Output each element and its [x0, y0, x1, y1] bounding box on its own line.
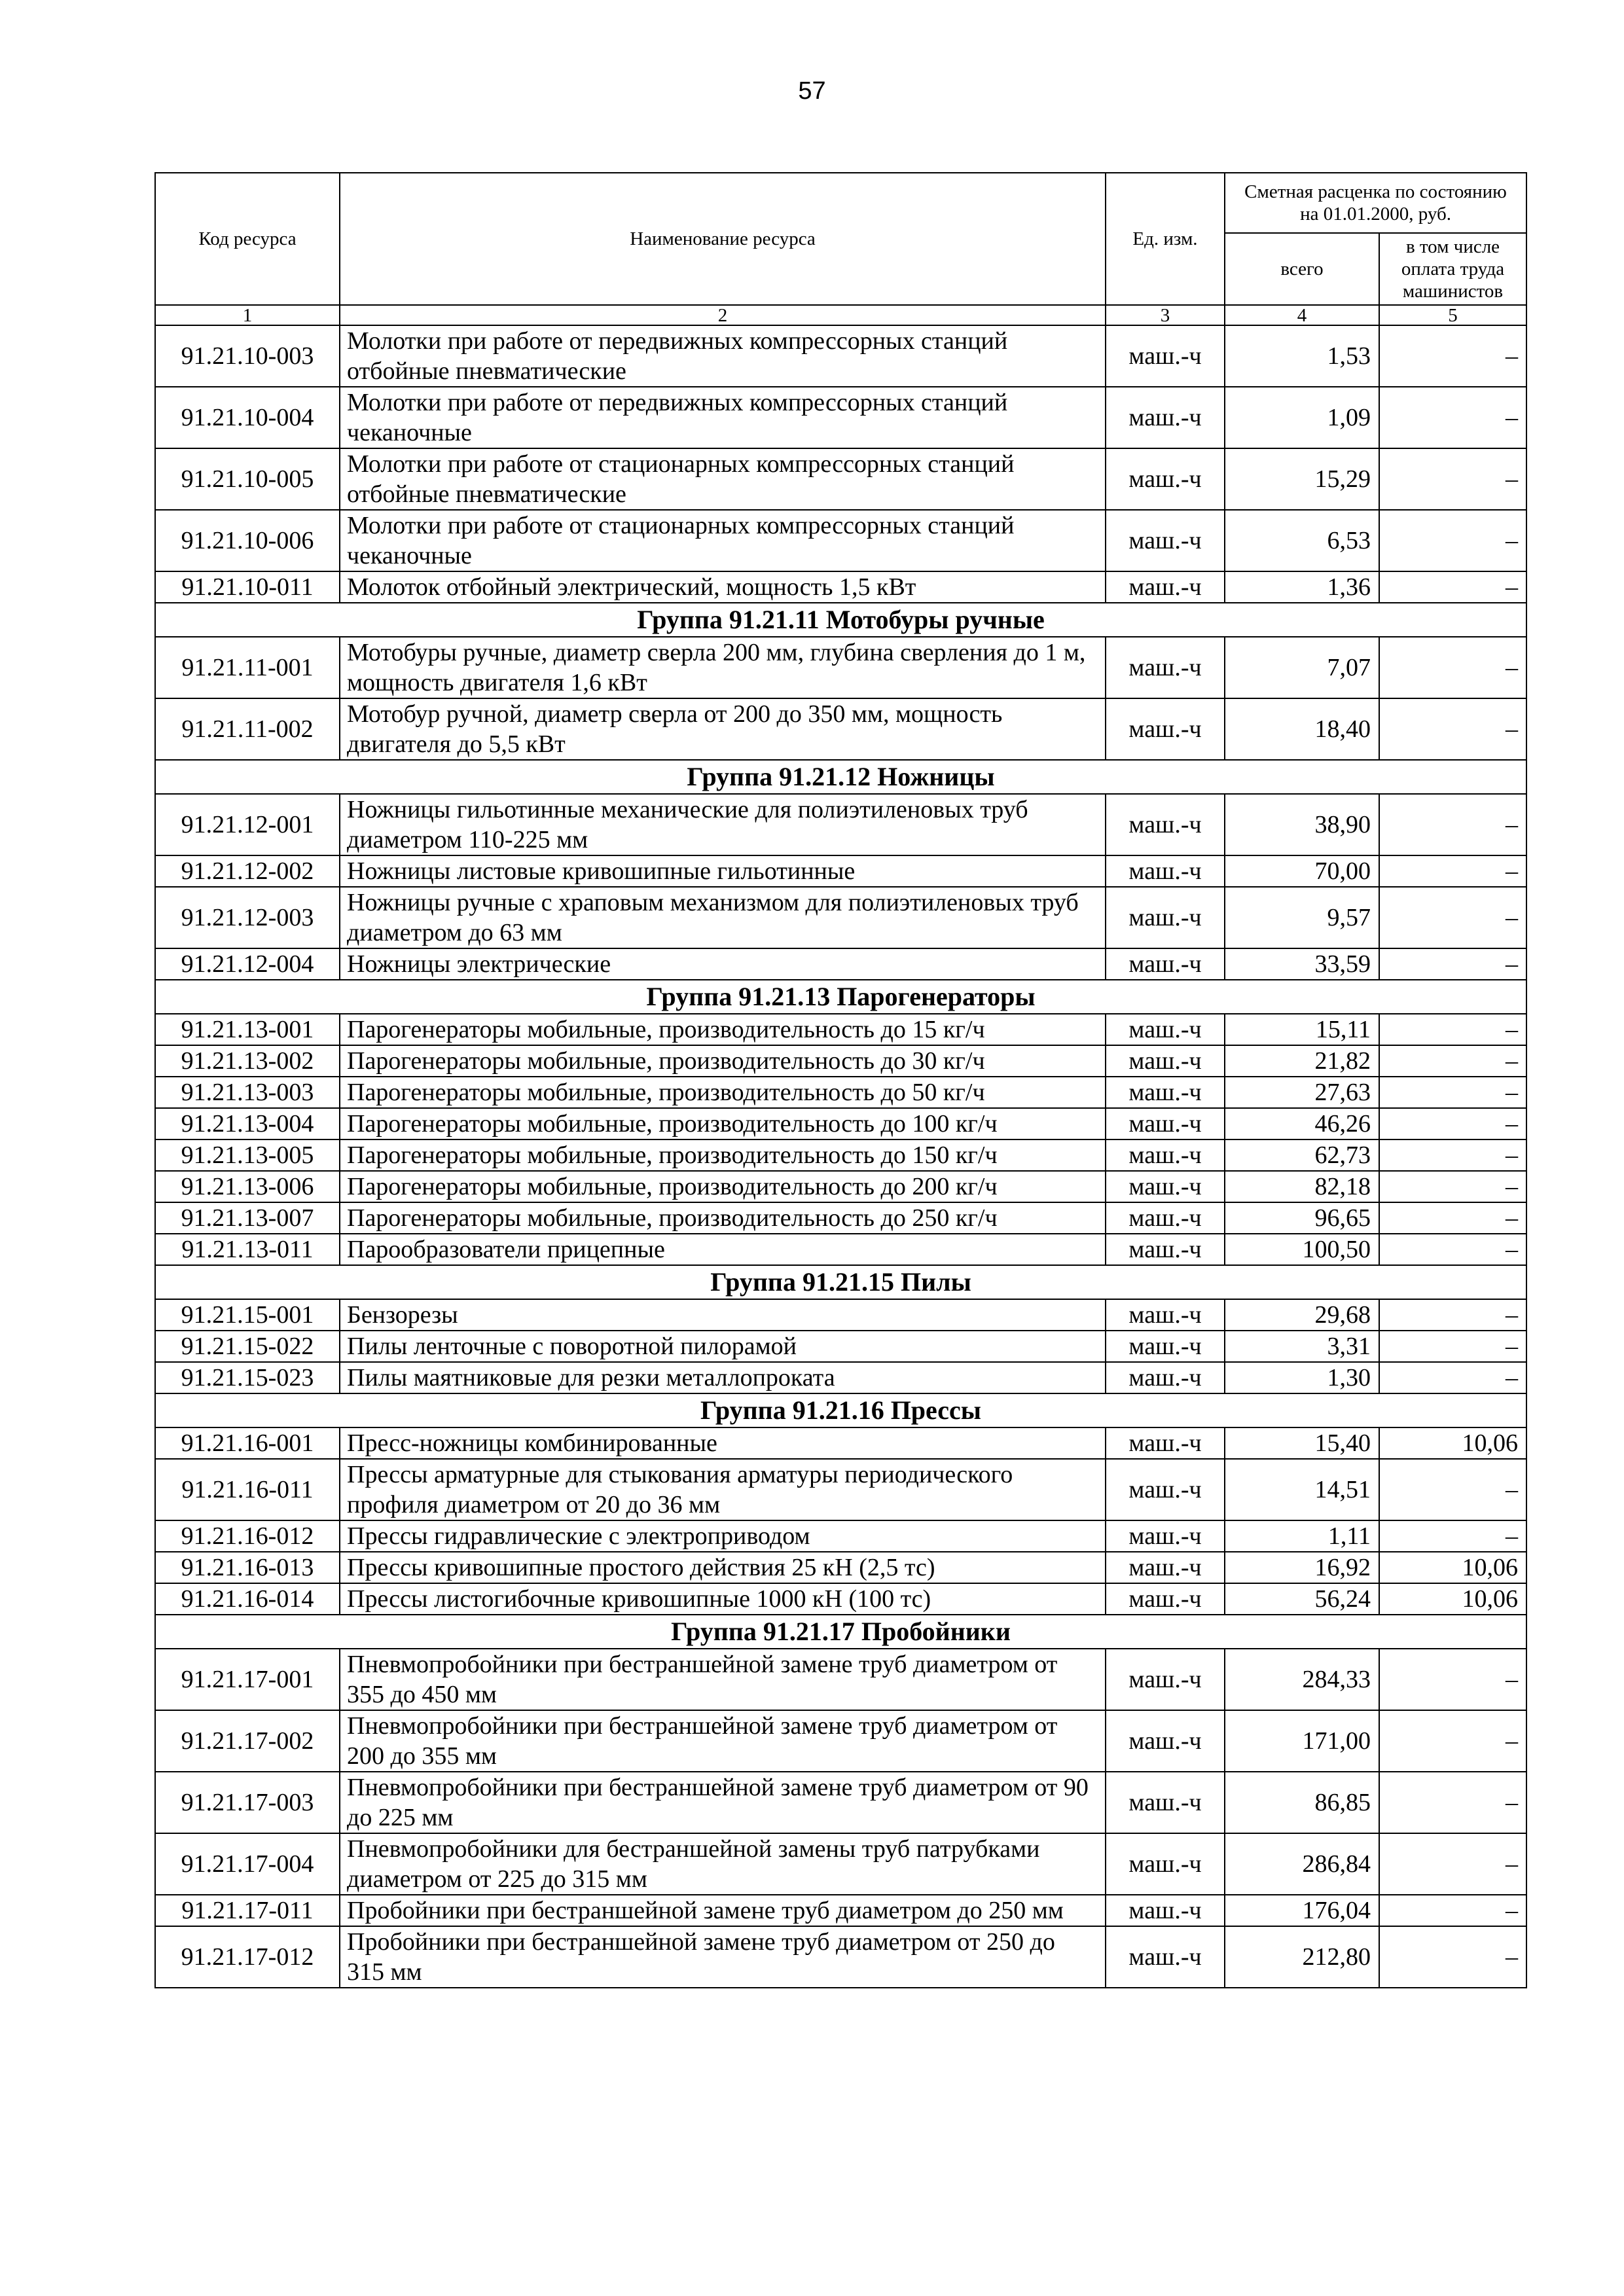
resource-name: Парообразователи прицепные: [340, 1234, 1106, 1265]
resource-code: 91.21.13-007: [155, 1202, 340, 1234]
price-operator-wage: –: [1379, 571, 1526, 603]
unit-of-measure: маш.-ч: [1106, 1833, 1225, 1895]
price-operator-wage: –: [1379, 1459, 1526, 1520]
group-title: Группа 91.21.17 Пробойники: [155, 1615, 1526, 1649]
resource-code: 91.21.13-002: [155, 1045, 340, 1077]
price-total: 100,50: [1225, 1234, 1379, 1265]
unit-of-measure: маш.-ч: [1106, 510, 1225, 571]
resource-code: 91.21.12-002: [155, 855, 340, 887]
price-operator-wage: –: [1379, 855, 1526, 887]
table-row: [155, 1649, 1526, 1710]
resource-code: 91.21.13-005: [155, 1139, 340, 1171]
header-code: Код ресурса: [155, 173, 340, 305]
resource-name: Пневмопробойники при бестраншейной замене труб диаметром от 355 до 450 мм: [340, 1649, 1106, 1710]
price-operator-wage: –: [1379, 1772, 1526, 1833]
unit-of-measure: маш.-ч: [1106, 1710, 1225, 1772]
resource-code: 91.21.15-022: [155, 1331, 340, 1362]
price-total: 212,80: [1225, 1926, 1379, 1988]
column-number: 3: [1106, 305, 1225, 325]
unit-of-measure: маш.-ч: [1106, 325, 1225, 387]
table-row: [155, 1045, 1526, 1077]
unit-of-measure: маш.-ч: [1106, 448, 1225, 510]
table-row: [155, 1171, 1526, 1202]
price-operator-wage: –: [1379, 1108, 1526, 1139]
price-total: 1,53: [1225, 325, 1379, 387]
unit-of-measure: маш.-ч: [1106, 637, 1225, 698]
resource-name: Пневмопробойники при бестраншейной замене труб диаметром от 200 до 355 мм: [340, 1710, 1106, 1772]
resource-name: Парогенераторы мобильные, производительность до 250 кг/ч: [340, 1202, 1106, 1234]
unit-of-measure: маш.-ч: [1106, 1427, 1225, 1459]
unit-of-measure: маш.-ч: [1106, 1649, 1225, 1710]
price-total: 15,29: [1225, 448, 1379, 510]
resource-code: 91.21.13-003: [155, 1077, 340, 1108]
resource-code: 91.21.10-003: [155, 325, 340, 387]
column-number: 1: [155, 305, 340, 325]
price-total: 1,11: [1225, 1520, 1379, 1552]
resource-name: Ножницы электрические: [340, 948, 1106, 980]
resource-name: Молотки при работе от передвижных компрессорных станций отбойные пневматические: [340, 325, 1106, 387]
resource-name: Парогенераторы мобильные, производительность до 50 кг/ч: [340, 1077, 1106, 1108]
unit-of-measure: маш.-ч: [1106, 1139, 1225, 1171]
resource-code: 91.21.13-001: [155, 1014, 340, 1045]
table-row: [155, 1710, 1526, 1772]
resource-code: 91.21.10-004: [155, 387, 340, 448]
table-row: [155, 448, 1526, 510]
price-operator-wage: 10,06: [1379, 1427, 1526, 1459]
price-total: 6,53: [1225, 510, 1379, 571]
table-row: [155, 1077, 1526, 1108]
group-header-row: [155, 1265, 1526, 1299]
unit-of-measure: маш.-ч: [1106, 698, 1225, 760]
resource-name: Прессы арматурные для стыкования арматуры периодического профиля диаметром от 20 до 36 мм: [340, 1459, 1106, 1520]
table-row: [155, 510, 1526, 571]
resource-name: Прессы гидравлические с электроприводом: [340, 1520, 1106, 1552]
resource-code: 91.21.10-011: [155, 571, 340, 603]
price-total: 176,04: [1225, 1895, 1379, 1926]
resource-code: 91.21.17-001: [155, 1649, 340, 1710]
resource-code: 91.21.13-011: [155, 1234, 340, 1265]
resource-code: 91.21.13-006: [155, 1171, 340, 1202]
resource-name: Ножницы гильотинные механические для полиэтиленовых труб диаметром 110-225 мм: [340, 794, 1106, 855]
table-row: [155, 1552, 1526, 1583]
price-operator-wage: –: [1379, 387, 1526, 448]
group-title: Группа 91.21.12 Ножницы: [155, 760, 1526, 794]
resource-name: Молотки при работе от передвижных компрессорных станций чеканочные: [340, 387, 1106, 448]
group-title: Группа 91.21.15 Пилы: [155, 1265, 1526, 1299]
price-total: 33,59: [1225, 948, 1379, 980]
group-header-row: [155, 1615, 1526, 1649]
table-row: [155, 1427, 1526, 1459]
price-operator-wage: –: [1379, 448, 1526, 510]
resource-name: Ножницы ручные с храповым механизмом для полиэтиленовых труб диаметром до 63 мм: [340, 887, 1106, 948]
price-total: 284,33: [1225, 1649, 1379, 1710]
resource-code: 91.21.12-001: [155, 794, 340, 855]
price-total: 1,30: [1225, 1362, 1379, 1393]
unit-of-measure: маш.-ч: [1106, 855, 1225, 887]
price-operator-wage: –: [1379, 887, 1526, 948]
resource-name: Мотобур ручной, диаметр сверла от 200 до 350 мм, мощность двигателя до 5,5 кВт: [340, 698, 1106, 760]
price-operator-wage: 10,06: [1379, 1583, 1526, 1615]
resource-name: Пневмопробойники для бестраншейной замены труб патрубками диаметром от 225 до 315 мм: [340, 1833, 1106, 1895]
table-row: [155, 698, 1526, 760]
resource-code: 91.21.12-004: [155, 948, 340, 980]
table-row: [155, 1139, 1526, 1171]
page-number: 57: [798, 77, 826, 105]
unit-of-measure: маш.-ч: [1106, 794, 1225, 855]
unit-of-measure: маш.-ч: [1106, 387, 1225, 448]
resource-code: 91.21.17-003: [155, 1772, 340, 1833]
resource-code: 91.21.16-012: [155, 1520, 340, 1552]
resource-name: Пилы ленточные с поворотной пилорамой: [340, 1331, 1106, 1362]
price-operator-wage: –: [1379, 1234, 1526, 1265]
table-row: [155, 1459, 1526, 1520]
price-total: 38,90: [1225, 794, 1379, 855]
table-row: [155, 1331, 1526, 1362]
price-total: 15,11: [1225, 1014, 1379, 1045]
price-operator-wage: –: [1379, 325, 1526, 387]
resource-name: Пробойники при бестраншейной замене труб диаметром от 250 до 315 мм: [340, 1926, 1106, 1988]
table-row: [155, 1234, 1526, 1265]
price-operator-wage: –: [1379, 794, 1526, 855]
resource-name: Прессы листогибочные кривошипные 1000 кН (100 тс): [340, 1583, 1106, 1615]
unit-of-measure: маш.-ч: [1106, 1234, 1225, 1265]
price-operator-wage: –: [1379, 1331, 1526, 1362]
price-total: 82,18: [1225, 1171, 1379, 1202]
table-row: [155, 1833, 1526, 1895]
resource-code: 91.21.16-011: [155, 1459, 340, 1520]
price-total: 9,57: [1225, 887, 1379, 948]
unit-of-measure: маш.-ч: [1106, 1552, 1225, 1583]
unit-of-measure: маш.-ч: [1106, 1331, 1225, 1362]
price-operator-wage: –: [1379, 1710, 1526, 1772]
table-row: [155, 855, 1526, 887]
column-number: 5: [1379, 305, 1526, 325]
group-title: Группа 91.21.11 Мотобуры ручные: [155, 603, 1526, 637]
resource-code: 91.21.12-003: [155, 887, 340, 948]
price-total: 96,65: [1225, 1202, 1379, 1234]
price-operator-wage: –: [1379, 1202, 1526, 1234]
column-number: 2: [340, 305, 1106, 325]
unit-of-measure: маш.-ч: [1106, 1583, 1225, 1615]
table-row: [155, 637, 1526, 698]
price-total: 21,82: [1225, 1045, 1379, 1077]
price-operator-wage: –: [1379, 1926, 1526, 1988]
price-operator-wage: –: [1379, 1139, 1526, 1171]
price-operator-wage: 10,06: [1379, 1552, 1526, 1583]
header-total: всего: [1225, 233, 1379, 305]
table-row: [155, 887, 1526, 948]
group-title: Группа 91.21.13 Парогенераторы: [155, 980, 1526, 1014]
table-row: [155, 387, 1526, 448]
resource-code: 91.21.15-001: [155, 1299, 340, 1331]
unit-of-measure: маш.-ч: [1106, 887, 1225, 948]
price-total: 46,26: [1225, 1108, 1379, 1139]
price-total: 3,31: [1225, 1331, 1379, 1362]
price-total: 16,92: [1225, 1552, 1379, 1583]
resource-name: Ножницы листовые кривошипные гильотинные: [340, 855, 1106, 887]
price-operator-wage: –: [1379, 1520, 1526, 1552]
header-wage: в том числе оплата труда машинистов: [1379, 233, 1526, 305]
table-row: [155, 1772, 1526, 1833]
price-total: 1,36: [1225, 571, 1379, 603]
unit-of-measure: маш.-ч: [1106, 1926, 1225, 1988]
unit-of-measure: маш.-ч: [1106, 1520, 1225, 1552]
unit-of-measure: маш.-ч: [1106, 948, 1225, 980]
price-operator-wage: –: [1379, 1014, 1526, 1045]
resource-name: Бензорезы: [340, 1299, 1106, 1331]
price-total: 70,00: [1225, 855, 1379, 887]
price-operator-wage: –: [1379, 1895, 1526, 1926]
unit-of-measure: маш.-ч: [1106, 1202, 1225, 1234]
price-total: 86,85: [1225, 1772, 1379, 1833]
header-unit: Ед. изм.: [1106, 173, 1225, 305]
unit-of-measure: маш.-ч: [1106, 1299, 1225, 1331]
resource-rates-table: [154, 172, 1527, 1988]
unit-of-measure: маш.-ч: [1106, 1459, 1225, 1520]
resource-code: 91.21.16-013: [155, 1552, 340, 1583]
price-operator-wage: –: [1379, 510, 1526, 571]
resource-code: 91.21.17-002: [155, 1710, 340, 1772]
resource-name: Парогенераторы мобильные, производительность до 15 кг/ч: [340, 1014, 1106, 1045]
table-row: [155, 1108, 1526, 1139]
unit-of-measure: маш.-ч: [1106, 1362, 1225, 1393]
resource-name: Парогенераторы мобильные, производительность до 30 кг/ч: [340, 1045, 1106, 1077]
resource-code: 91.21.10-006: [155, 510, 340, 571]
resource-code: 91.21.11-001: [155, 637, 340, 698]
resource-name: Пресс-ножницы комбинированные: [340, 1427, 1106, 1459]
resource-code: 91.21.17-012: [155, 1926, 340, 1988]
unit-of-measure: маш.-ч: [1106, 1772, 1225, 1833]
group-title: Группа 91.21.16 Прессы: [155, 1393, 1526, 1427]
resource-code: 91.21.17-004: [155, 1833, 340, 1895]
resource-name: Парогенераторы мобильные, производительность до 100 кг/ч: [340, 1108, 1106, 1139]
resource-name: Пилы маятниковые для резки металлопроката: [340, 1362, 1106, 1393]
price-operator-wage: –: [1379, 1045, 1526, 1077]
price-total: 7,07: [1225, 637, 1379, 698]
table-row: [155, 1926, 1526, 1988]
unit-of-measure: маш.-ч: [1106, 1045, 1225, 1077]
table-row: [155, 1583, 1526, 1615]
group-header-row: [155, 760, 1526, 794]
resource-name: Парогенераторы мобильные, производительность до 150 кг/ч: [340, 1139, 1106, 1171]
table-row: [155, 948, 1526, 980]
resource-code: 91.21.17-011: [155, 1895, 340, 1926]
table-row: [155, 1895, 1526, 1926]
price-total: 62,73: [1225, 1139, 1379, 1171]
unit-of-measure: маш.-ч: [1106, 1014, 1225, 1045]
resource-name: Мотобуры ручные, диаметр сверла 200 мм, глубина сверления до 1 м, мощность двигателя 1,6 кВт: [340, 637, 1106, 698]
resource-name: Парогенераторы мобильные, производительность до 200 кг/ч: [340, 1171, 1106, 1202]
table-row: [155, 1362, 1526, 1393]
price-operator-wage: –: [1379, 1299, 1526, 1331]
resource-name: Прессы кривошипные простого действия 25 кН (2,5 тс): [340, 1552, 1106, 1583]
header-name: Наименование ресурса: [340, 173, 1106, 305]
resource-name: Молотки при работе от стационарных компрессорных станций чеканочные: [340, 510, 1106, 571]
unit-of-measure: маш.-ч: [1106, 1171, 1225, 1202]
table-row: [155, 794, 1526, 855]
price-total: 14,51: [1225, 1459, 1379, 1520]
price-operator-wage: –: [1379, 698, 1526, 760]
price-operator-wage: –: [1379, 1649, 1526, 1710]
price-total: 15,40: [1225, 1427, 1379, 1459]
group-header-row: [155, 1393, 1526, 1427]
price-total: 27,63: [1225, 1077, 1379, 1108]
resource-name: Пробойники при бестраншейной замене труб диаметром до 250 мм: [340, 1895, 1106, 1926]
column-number: 4: [1225, 305, 1379, 325]
unit-of-measure: маш.-ч: [1106, 1077, 1225, 1108]
price-operator-wage: –: [1379, 1362, 1526, 1393]
table-row: [155, 571, 1526, 603]
price-total: 286,84: [1225, 1833, 1379, 1895]
resource-code: 91.21.10-005: [155, 448, 340, 510]
price-operator-wage: –: [1379, 1077, 1526, 1108]
resource-code: 91.21.15-023: [155, 1362, 340, 1393]
unit-of-measure: маш.-ч: [1106, 571, 1225, 603]
unit-of-measure: маш.-ч: [1106, 1895, 1225, 1926]
resource-name: Молотки при работе от стационарных компрессорных станций отбойные пневматические: [340, 448, 1106, 510]
resource-code: 91.21.11-002: [155, 698, 340, 760]
resource-code: 91.21.13-004: [155, 1108, 340, 1139]
unit-of-measure: маш.-ч: [1106, 1108, 1225, 1139]
table-row: [155, 1202, 1526, 1234]
table-row: [155, 1299, 1526, 1331]
price-total: 171,00: [1225, 1710, 1379, 1772]
resource-name: Пневмопробойники при бестраншейной замене труб диаметром от 90 до 225 мм: [340, 1772, 1106, 1833]
price-operator-wage: –: [1379, 637, 1526, 698]
resource-code: 91.21.16-001: [155, 1427, 340, 1459]
price-operator-wage: –: [1379, 1171, 1526, 1202]
table-body: [155, 325, 1526, 1988]
price-total: 18,40: [1225, 698, 1379, 760]
price-total: 1,09: [1225, 387, 1379, 448]
table-row: [155, 325, 1526, 387]
price-operator-wage: –: [1379, 1833, 1526, 1895]
group-header-row: [155, 603, 1526, 637]
price-operator-wage: –: [1379, 948, 1526, 980]
resource-code: 91.21.16-014: [155, 1583, 340, 1615]
group-header-row: [155, 980, 1526, 1014]
table-row: [155, 1520, 1526, 1552]
table-row: [155, 1014, 1526, 1045]
price-total: 29,68: [1225, 1299, 1379, 1331]
resource-name: Молоток отбойный электрический, мощность 1,5 кВт: [340, 571, 1106, 603]
price-total: 56,24: [1225, 1583, 1379, 1615]
header-price: Сметная расценка по состоянию на 01.01.2000, руб.: [1225, 173, 1526, 233]
